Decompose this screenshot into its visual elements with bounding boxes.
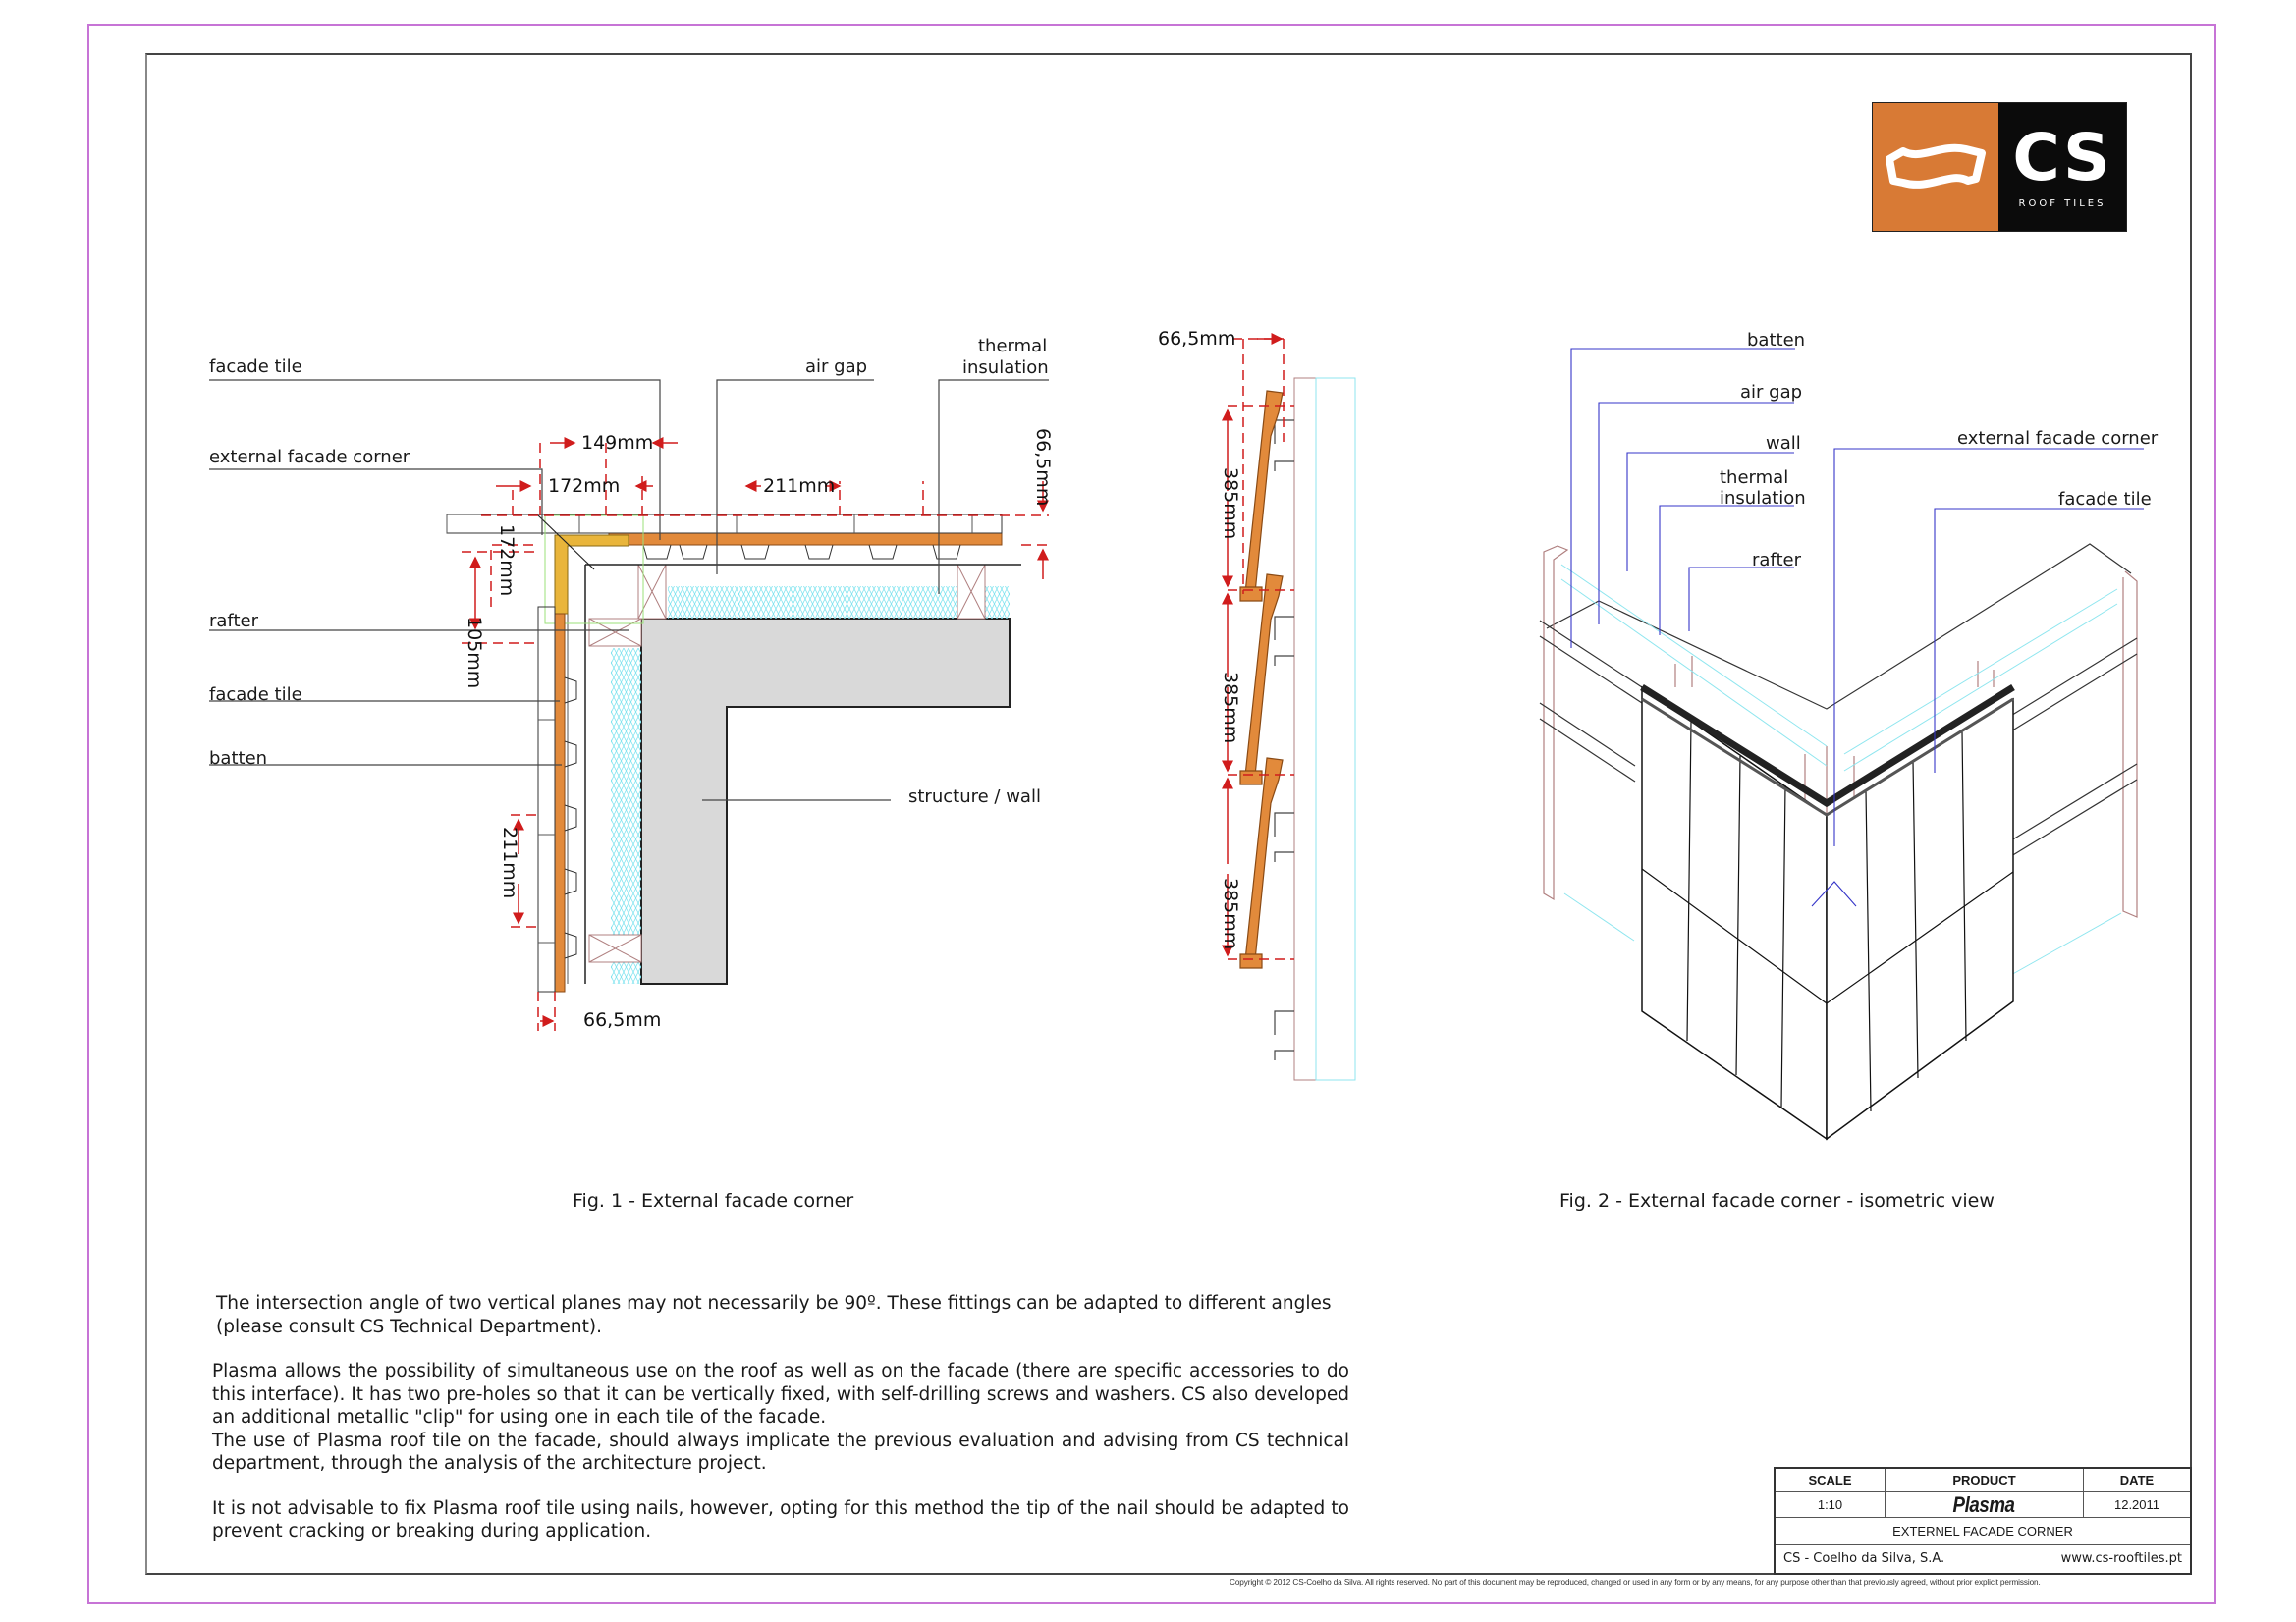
dim-172mm-vertical: 172mm (496, 524, 518, 597)
logo-brand: CS (2012, 119, 2112, 195)
note-paragraph-angle: The intersection angle of two vertical planes may not necessarily be 90º. These fittings can be adapted to different angles (please consult CS Technical Department). (216, 1293, 1332, 1337)
section-dim-385mm-1: 385mm (1220, 467, 1241, 540)
company-website[interactable]: www.cs-rooftiles.pt (2060, 1550, 2182, 1566)
section-dim-66-5mm: 66,5mm (1158, 328, 1236, 350)
fig1-label-air-gap: air gap (805, 356, 868, 377)
scale-value: 1:10 (1776, 1492, 1886, 1517)
dim-105mm: 105mm (464, 617, 485, 689)
dim-211mm-horizontal: 211mm (763, 475, 836, 497)
fig1-label-facade-tile: facade tile (209, 356, 302, 377)
dim-66-5mm-vertical: 66,5mm (1032, 428, 1054, 507)
fig1-label-insulation: insulation (962, 357, 1049, 378)
fig1-label-structure-wall: structure / wall (908, 786, 1041, 807)
fig2-label-air-gap: air gap (1740, 382, 1803, 403)
fig1-label-facade-tile-side: facade tile (209, 684, 302, 705)
dim-149mm: 149mm (581, 432, 654, 454)
date-value: 12.2011 (2113, 1497, 2160, 1512)
drawing-title: EXTERNEL FACADE CORNER (1892, 1524, 2073, 1539)
dim-211mm-vertical: 211mm (499, 827, 520, 899)
fig1-label-thermal: thermal (978, 336, 1048, 356)
title-block (1774, 1467, 2192, 1575)
product-value: Plasma (1953, 1491, 2015, 1517)
fig2-label-wall: wall (1766, 433, 1801, 454)
fig1-label-rafter: rafter (209, 611, 258, 631)
logo-tagline: ROOF TILES (2018, 197, 2106, 209)
vertical-section-view (1228, 339, 1355, 1080)
fig1-plan-section (209, 380, 1049, 1031)
figure-1-caption: Fig. 1 - External facade corner (573, 1190, 854, 1212)
figure-2-caption: Fig. 2 - External facade corner - isometric view (1559, 1190, 1995, 1212)
fig2-isometric-view (1540, 349, 2144, 1139)
fig2-label-batten: batten (1747, 330, 1806, 351)
copyright-notice: Copyright © 2012 CS-Coelho da Silva. All rights reserved. No part of this document may be reproduced, changed or used in any form or by any means, for any purpose other than that previously agreed, without prior explicit permission. (1230, 1578, 2041, 1587)
fig2-label-external-corner: external facade corner (1957, 428, 2159, 449)
fig1-label-batten: batten (209, 748, 268, 769)
fig2-label-insulation: insulation (1720, 488, 1806, 509)
notes-section (212, 1292, 1349, 1565)
fig1-label-external-corner: external facade corner (209, 447, 410, 467)
note-paragraph-nails: It is not advisable to fix Plasma roof tile using nails, however, opting for this method the tip of the nail should be adapted to prevent cracking or breaking during application. (212, 1497, 1349, 1541)
fig2-label-thermal: thermal (1720, 467, 1789, 488)
dim-172mm-horizontal: 172mm (548, 475, 621, 497)
scale-header: SCALE (1776, 1469, 1886, 1491)
fig2-label-facade-tile: facade tile (2058, 489, 2152, 510)
section-dim-385mm-3: 385mm (1220, 878, 1241, 950)
dim-66-5mm-horizontal: 66,5mm (583, 1009, 662, 1031)
company-name: CS - Coelho da Silva, S.A. (1783, 1550, 1945, 1566)
fig2-label-rafter: rafter (1752, 550, 1801, 570)
note-paragraph-usage: Plasma allows the possibility of simultaneous use on the roof as well as on the facade (there are specific accessories to do this interface). It has two pre-holes so that it can be vertically fixed, with self-drilling screws and washers. CS also developed an additional metallic "clip" for using one in each tile of the facade. (212, 1361, 1349, 1428)
note-paragraph-evaluation: The use of Plasma roof tile on the facade, should always implicate the previous evaluation and advising from CS technical department, through the analysis of the architecture project. (212, 1430, 1349, 1474)
product-header: PRODUCT (1886, 1469, 2084, 1491)
section-dim-385mm-2: 385mm (1220, 672, 1241, 744)
date-header: DATE (2119, 1473, 2155, 1487)
